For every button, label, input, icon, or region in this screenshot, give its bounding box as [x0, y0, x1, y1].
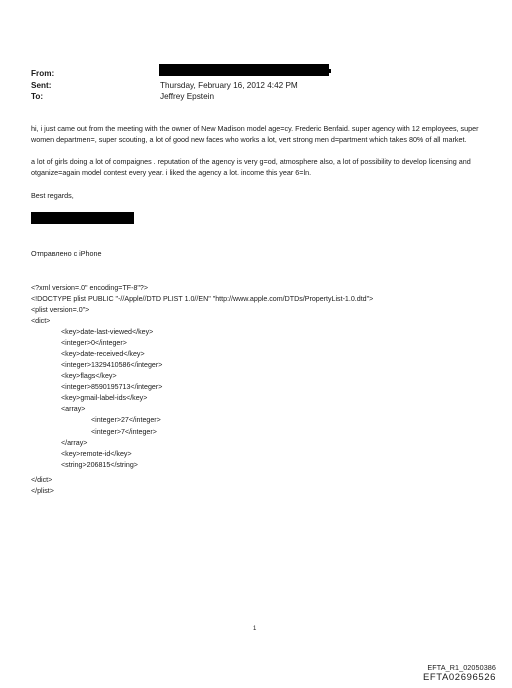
plist-line: <integer>1329410586</integer> [61, 361, 163, 369]
plist-line: <?xml version=.0" encoding=TF-8"?> [31, 284, 149, 292]
plist-line: <key>flags</key> [61, 372, 117, 380]
body-paragraph-1: hi, i just came out from the meeting with the owner of New Madison model age=cy. Frederic Benfaid. super agency with 12 employees, super women departmen=, super scouting, a lot of good new faces who works a lot, vert strong men d=partment which takes 80% of all market. [31, 124, 481, 144]
from-row [31, 68, 159, 79]
plist-line: </plist> [31, 487, 54, 495]
plist-line: <plist version=.0"> [31, 306, 90, 314]
plist-line: </array> [61, 439, 88, 447]
plist-line: </dict> [31, 476, 53, 484]
plist-line: <key>gmail-label-ids</key> [61, 394, 148, 402]
sent-value: Thursday, February 16, 2012 4:42 PM [160, 81, 298, 90]
from-label: From: [31, 69, 55, 78]
to-row [31, 91, 215, 102]
closing-text: Best regards, [31, 191, 74, 200]
to-label: To: [31, 92, 44, 101]
redacted-signature [31, 212, 134, 224]
plist-line: <integer>27</integer> [91, 416, 161, 424]
bates-number-secondary: EFTA02696526 [422, 672, 496, 683]
body-paragraph-2: a lot of girls doing a lot of compaignes . reputation of the agency is very g=od, atmosphere also, a lot of possibility to develop licensing and otganize=again model contest every year. i liked the agency a lot. income this year 6=ln. [31, 157, 473, 177]
plist-line: <!DOCTYPE plist PUBLIC "-//Apple//DTD PLIST 1.0//EN" "http://www.apple.com/DTDs/PropertyList-1.0.dtd"> [31, 295, 374, 303]
plist-line: <integer>7</integer> [91, 428, 157, 436]
plist-line: <key>date-last-viewed</key> [61, 328, 154, 336]
plist-line: <integer>0</integer> [61, 339, 127, 347]
plist-line: <key>date-received</key> [61, 350, 145, 358]
sent-label: Sent: [31, 81, 52, 90]
plist-line: <array> [61, 405, 86, 413]
bates-number-primary: EFTA_R1_02050386 [427, 663, 496, 672]
plist-line: <string>206815</string> [61, 461, 138, 469]
plist-line: <integer>8590195713</integer> [61, 383, 163, 391]
redacted-from-value [159, 64, 329, 76]
plist-line: <key>remote-id</key> [61, 450, 132, 458]
page-number: 1 [253, 626, 257, 632]
to-value: Jeffrey Epstein [160, 92, 215, 101]
redaction-tail [325, 69, 331, 73]
sent-row [31, 80, 298, 91]
signature-device: Отправлено с iPhone [31, 249, 102, 258]
plist-line: <dict> [31, 317, 51, 325]
